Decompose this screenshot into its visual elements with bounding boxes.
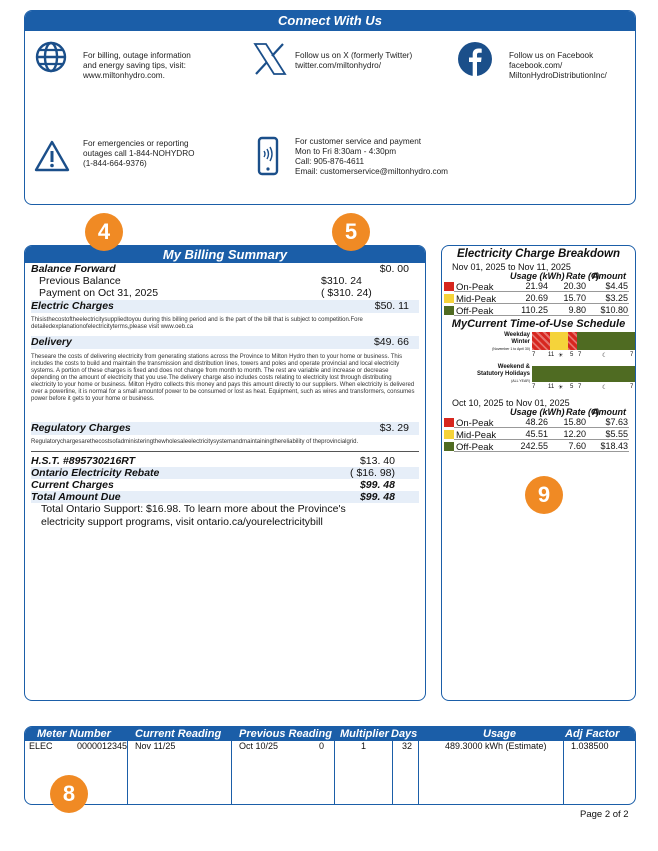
meter-type: ELEC — [29, 741, 53, 751]
tou-row-amount: $18.43 — [600, 441, 628, 451]
warning-icon — [34, 139, 70, 173]
regulatory-charges-row: Regulatory Charges $3. 29 — [31, 422, 419, 435]
tou-row-usage: 48.26 — [525, 417, 548, 427]
callout-badge-8: 8 — [50, 775, 88, 813]
previous-reading-value: 0 — [319, 741, 325, 751]
usage: 489.3000 kWh (Estimate) — [445, 741, 547, 751]
col-usage: Usage (kWh) — [510, 271, 565, 281]
tou-swatch — [444, 442, 454, 451]
tou-row-usage: 110.25 — [521, 305, 548, 315]
email-link[interactable]: Email: customerservice@miltonhydro.com — [295, 167, 448, 176]
tou-row-usage: 21.94 — [525, 281, 548, 291]
twitter-link[interactable]: twitter.com/miltonhydro/ — [295, 61, 381, 70]
meter-table — [24, 726, 636, 805]
divider — [31, 451, 419, 452]
tou-row-divider — [454, 427, 629, 428]
tou-swatch — [444, 294, 454, 303]
total-due-row: Total Amount Due $99. 48 — [31, 491, 419, 503]
adj-factor: 1.038500 — [571, 741, 609, 751]
electricity-breakdown-panel — [441, 245, 636, 701]
facebook-icon[interactable] — [457, 41, 493, 77]
electric-charges-description: Thisisthecostoftheelectricitysuppliedtoyou during this billing period and is the part of the bill that is subject to competition.Fore detailedexplanationofelectricityterms,please visit www.oeb.ca — [31, 317, 363, 330]
tou-row-divider — [454, 451, 629, 452]
col-days: Days — [391, 728, 418, 740]
col-usage: Usage — [483, 728, 517, 740]
previous-balance-row: Previous Balance $310. 24 — [39, 275, 362, 287]
sun-icon: ☀ — [558, 353, 564, 359]
ontario-support-text: Total Ontario Support: $16.98. To learn more about the Province's electricity support programs, visit ontario.ca/yourelectricitybill — [41, 503, 346, 528]
tou-row-label: On-Peak — [456, 282, 494, 293]
facebook-link[interactable]: facebook.com/ — [509, 61, 563, 70]
website-link[interactable]: www.miltonhydro.com. — [83, 71, 165, 80]
globe-icon — [35, 41, 67, 73]
period-1: Nov 01, 2025 to Nov 11, 2025 — [452, 262, 571, 272]
tou-row-label: Off-Peak — [456, 306, 494, 317]
tou-row-label: Mid-Peak — [456, 430, 497, 441]
tou-row-label: Off-Peak — [456, 442, 494, 453]
weekday-tick-row: 7 11 ☀ 5 7 ☾ 7 — [532, 352, 634, 359]
billing-summary-title: My Billing Summary — [25, 246, 425, 263]
tou-swatch — [444, 430, 454, 439]
weekend-label: Weekend & Statutory Holidays (ALL YEAR) — [476, 364, 530, 383]
multiplier: 1 — [361, 741, 367, 751]
tou-row-usage: 242.55 — [520, 441, 548, 451]
col-rate-2: Rate (¢) — [566, 407, 600, 417]
rebate-row: Ontario Electricity Rebate ( $16. 98) — [31, 467, 419, 479]
weekend-tou-bar — [532, 366, 635, 382]
col-meter-number: Meter Number — [37, 728, 111, 740]
tou-row-label: Mid-Peak — [456, 294, 497, 305]
tou-row-rate: 15.70 — [563, 293, 586, 303]
sun-icon: ☀ — [558, 385, 564, 391]
tou-row-usage: 20.69 — [525, 293, 548, 303]
payment-row: Payment on Oct 31, 2025 ( $310. 24) — [39, 287, 372, 299]
period-2: Oct 10, 2025 to Nov 01, 2025 — [452, 398, 570, 408]
tou-swatch — [444, 282, 454, 291]
tou-row-rate: 9.80 — [568, 305, 586, 315]
tou-swatch — [444, 418, 454, 427]
facebook-text: Follow us on Facebook facebook.com/ MiltonHydroDistributionInc/ — [509, 51, 607, 80]
tou-title: MyCurrent Time-of-Use Schedule — [451, 318, 626, 330]
tou-row-divider — [454, 439, 629, 440]
tou-row-amount: $7.63 — [605, 417, 628, 427]
tou-row-rate: 12.20 — [563, 429, 586, 439]
col-rate: Rate (¢) — [566, 271, 600, 281]
moon-icon: ☾ — [602, 353, 608, 359]
tou-row-amount: $3.25 — [605, 293, 628, 303]
mobile-phone-icon — [257, 136, 279, 176]
tou-row-amount: $4.45 — [605, 281, 628, 291]
balance-forward-row: Balance Forward $0. 00 — [31, 263, 409, 275]
weekend-tick-row: 7 11 ☀ 5 7 ☾ 7 — [532, 384, 634, 391]
tou-row-rate: 20.30 — [563, 281, 586, 291]
callout-badge-4: 4 — [85, 213, 123, 251]
regulatory-description: Regulatorychargesarethecostsofadministeringthewholesaleelectricitysystemandmaintainingthereliability of theprovincialgrid. — [31, 439, 359, 445]
x-twitter-icon[interactable] — [252, 41, 288, 77]
tou-row-divider — [454, 303, 629, 304]
electricity-breakdown-title: Electricity Charge Breakdown — [457, 248, 620, 260]
current-charges-row: Current Charges $99. 48 — [31, 479, 395, 491]
callout-badge-9: 9 — [525, 476, 563, 514]
callout-badge-5: 5 — [332, 213, 370, 251]
delivery-description: Theseare the costs of delivering electricity from generating stations across the Province to Milton Hydro then to your home or business. This includes the costs to build and maintain the transmission and distribution lines, towers and poles and operate provincial and local electricity systems. A portion of these charges is fixed and does not change from month to month. The rest are variable and increase or decrease depending on the amount of electricity that you use.The delivery charge also includes costs relating to electricity lost through distributing electricity to your home or business. Milton Hydro collects this money and pays this amount directly to our suppliers. When electricity is delivered over a powerline, it is normal for a small amountof power to be consumed or lost as heat. Equipment, such as wires and transformers, consumes power before it gets to your home or business. — [31, 354, 415, 402]
delivery-row: Delivery $49. 66 — [31, 336, 419, 349]
moon-icon: ☾ — [602, 385, 608, 391]
col-multiplier: Multiplier — [340, 728, 389, 740]
hst-row: H.S.T. #895730216RT $13. 40 — [31, 455, 395, 467]
tou-row-rate: 7.60 — [568, 441, 586, 451]
tou-swatch — [444, 306, 454, 315]
customer-service-text: For customer service and payment Mon to Fri 8:30am - 4:30pm Call: 905-876-4611 Email: customerservice@miltonhydro.com — [295, 137, 448, 176]
tou-row-label: On-Peak — [456, 418, 494, 429]
weekday-tou-bar — [532, 332, 635, 350]
weekday-label: Weekday Winter (November 1 to April 30) — [492, 332, 530, 351]
tou-row-divider — [454, 291, 629, 292]
tou-row-amount: $10.80 — [600, 305, 628, 315]
connect-with-us-panel — [24, 10, 636, 205]
twitter-text: Follow us on X (formerly Twitter) twitter.com/miltonhydro/ — [295, 51, 413, 70]
col-previous-reading: Previous Reading — [239, 728, 332, 740]
page-number: Page 2 of 2 — [580, 809, 629, 820]
electric-charges-row: Electric Charges $50. 11 — [31, 300, 419, 313]
col-current-reading: Current Reading — [135, 728, 222, 740]
emergency-text: For emergencies or reporting outages call 1-844-NOHYDRO (1-844-664-9376) — [83, 139, 195, 168]
billing-info-text: For billing, outage information and energy saving tips, visit: www.miltonhydro.com. — [83, 51, 191, 80]
col-amount: Amount — [592, 271, 626, 281]
days: 32 — [402, 741, 413, 751]
billing-summary-panel — [24, 245, 426, 701]
col-amount-2: Amount — [592, 407, 626, 417]
tou-row-divider — [454, 315, 629, 316]
tou-row-rate: 15.80 — [563, 417, 586, 427]
tou-row-usage: 45.51 — [525, 429, 548, 439]
tou-row-amount: $5.55 — [605, 429, 628, 439]
col-adj-factor: Adj Factor — [565, 728, 620, 740]
current-reading: Nov 11/25 — [135, 741, 176, 751]
previous-reading: Oct 10/25 — [239, 741, 279, 751]
meter-number: 0000012345 — [77, 741, 128, 751]
col-usage-2: Usage (kWh) — [510, 407, 565, 417]
connect-title: Connect With Us — [25, 11, 635, 31]
